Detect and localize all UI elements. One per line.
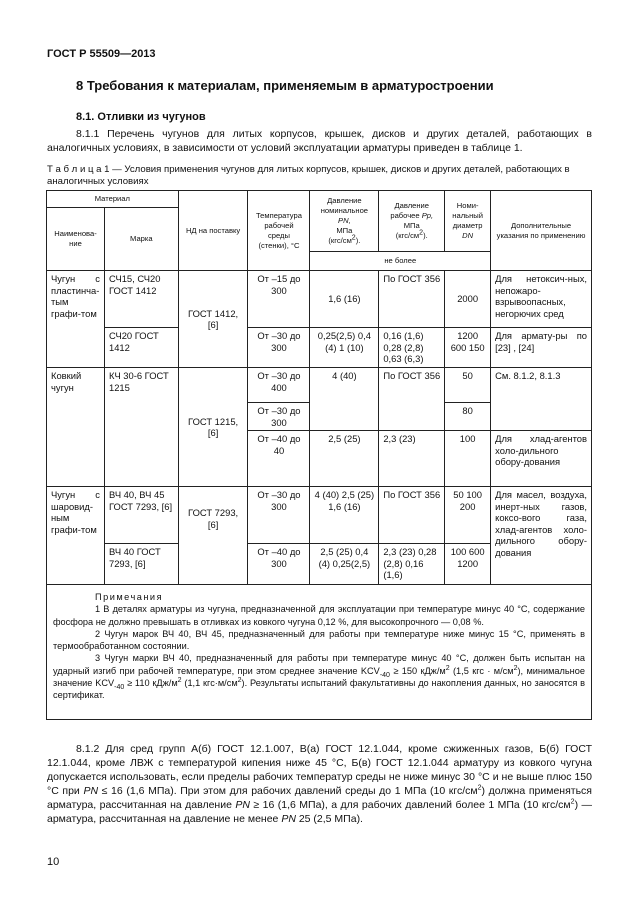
subsection-title: 8.1. Отливки из чугунов <box>76 111 206 123</box>
cell-note: Для нетоксич-ных, непожаро-взрывоопасных, негорючих сред <box>491 271 592 328</box>
cell-grade: ВЧ 40, ВЧ 45 ГОСТ 7293, [6] <box>104 487 178 544</box>
cell-pr: По ГОСТ 356 <box>379 368 445 431</box>
header-nominal-diameter: Номи-нальный диаметр DN <box>445 191 491 252</box>
header-not-more: не более <box>310 252 491 271</box>
note-1: 1 В деталях арматуры из чугуна, предназначенной для эксплуатации при температуре минус 40 °C, содержание фосфора не должно превышать в отливках из ковкого чугуна 0,12 %, для высокопрочного — 0,08 %. <box>53 604 585 627</box>
note-2: 2 Чугун марок ВЧ 40, ВЧ 45, предназначенный для работы при температуре ниже минус 15 °C, применять в термообработанном состоянии. <box>53 628 585 652</box>
cell-pn: 1,6 (16) <box>310 271 379 328</box>
cell-nd: ГОСТ 7293, [6] <box>178 487 248 585</box>
cell-temp: От –40 до 40 <box>248 431 310 487</box>
standard-number: ГОСТ Р 55509—2013 <box>47 48 156 60</box>
cell-pr: По ГОСТ 356 <box>379 487 445 544</box>
cell-name: Ковкий чугун <box>47 368 105 487</box>
cell-pn: 2,5 (25) 0,4 (4) 0,25(2,5) <box>310 544 379 585</box>
cell-pr: По ГОСТ 356 <box>379 271 445 328</box>
table-row <box>47 487 592 544</box>
table-notes-row <box>47 585 592 720</box>
cell-pr: 2,3 (23) 0,28 (2,8) 0,16 (1,6) <box>379 544 445 585</box>
table-notes <box>47 585 592 720</box>
cell-note: Для хлад-агентов холо-дильного обору-дования <box>491 431 592 487</box>
note-3: 3 Чугун марки ВЧ 40, предназначенный для работы при температуре минус 40 °C, должен быть испытан на ударный изгиб при рабочей температуре, при этом среднее значение $KCV_{-40} \ge 150$ кДж/$м^2$ (1,5 кгс · $м/см^2$), минимальное значение $KCV_{-40} \ge 110$ кДж/$м^2$ (1,1 $кгс\cdot м/см^2$). Результаты испытаний факультативны до накопления данных, но заносятся в сертификат. <box>53 653 585 701</box>
cell-temp: От –30 до 300 <box>248 403 310 431</box>
cell-temp: От –40 до 300 <box>248 544 310 585</box>
notes-title: Примечания <box>95 592 164 602</box>
cell-pn: 4 (40) 2,5 (25) 1,6 (16) <box>310 487 379 544</box>
section-title: 8 Требования к материалам, применяемым в арматуростроении <box>76 78 494 93</box>
cell-dn: 2000 <box>445 271 491 328</box>
cell-note: См. 8.1.2, 8.1.3 <box>491 368 592 431</box>
table-row <box>47 271 592 328</box>
header-grade: Марка <box>104 208 178 271</box>
header-name: Наименова-ние <box>47 208 105 271</box>
table-caption-text: Условия применения чугунов для литых корпусов, крышек, дисков и других деталей, работающих в аналогичных условиях <box>47 164 570 187</box>
cell-note: Для масел, воздуха, инерт-ных газов, коксо-вого газа, хлад-агентов холо-дильного обору-дования <box>491 487 592 585</box>
cell-dn: 80 <box>445 403 491 431</box>
header-temperature: Температура рабочей среды (стенки), °C <box>248 191 310 271</box>
header-working-pressure: Давление рабочее Pp, МПа $(кгс/см^2)$. <box>379 191 445 252</box>
cell-grade: СЧ15, СЧ20 ГОСТ 1412 <box>104 271 178 328</box>
cell-dn: 100 <box>445 431 491 487</box>
cell-pr: 2,3 (23) <box>379 431 445 487</box>
cell-temp: От –30 до 400 <box>248 368 310 403</box>
cell-grade: КЧ 30-6 ГОСТ 1215 <box>104 368 178 487</box>
page-number: 10 <box>47 856 60 868</box>
header-nominal-pressure: Давление номинальное PN, МПа $(кгс/см^2)$. <box>310 191 379 252</box>
paragraph-8-1-2: 8.1.2 Для сред групп А(б) ГОСТ 12.1.007, В(а) ГОСТ 12.1.044, кроме сжиженных газов, Б(б) ГОСТ 12.1.044, кроме ЛВЖ с температурой кипения ниже 45 °C, Б(в) ГОСТ 12.1.044 арматуру из ковкого чугуна допускается использовать, если пределы рабочих температур среды не ниже минус 30 °C и не выше плюс 150 °C при PN ≤ 16 (1,6 МПа). При этом для рабочих давлений среды до 1 МПа (10 кгс/$см^2$) должна применяться арматура, рассчитанная на давление PN ≥ 16 (1,6 МПа), а для рабочих давлений более 1 МПа (10 кгс/$см^2$) — арматура, рассчитанная на давление не менее PN 25 (2,5 МПа). <box>47 743 592 825</box>
cell-pn: 4 (40) <box>310 368 379 431</box>
materials-table <box>46 190 592 720</box>
header-nd: НД на поставку <box>178 191 248 271</box>
cell-temp: От –15 до 300 <box>248 271 310 328</box>
header-extra-notes: Дополнительные указания по применению <box>491 191 592 271</box>
cell-dn: 50 100 200 <box>445 487 491 544</box>
cell-pn: 2,5 (25) <box>310 431 379 487</box>
cell-note: Для армату-ры по [23] , [24] <box>491 328 592 368</box>
cell-grade: СЧ20 ГОСТ 1412 <box>104 328 178 368</box>
cell-nd: ГОСТ 1412, [6] <box>178 271 248 368</box>
cell-name: Чугун с шаровид-ным графи-том <box>47 487 105 585</box>
cell-temp: От –30 до 300 <box>248 487 310 544</box>
cell-grade: ВЧ 40 ГОСТ 7293, [6] <box>104 544 178 585</box>
table-row <box>47 368 592 403</box>
header-material: Материал <box>47 191 179 208</box>
cell-pr: 0,16 (1,6) 0,28 (2,8) 0,63 (6,3) <box>379 328 445 368</box>
cell-dn: 50 <box>445 368 491 403</box>
cell-pn: 0,25(2,5) 0,4 (4) 1 (10) <box>310 328 379 368</box>
table-caption-label: Т а б л и ц а 1 — <box>47 164 122 175</box>
paragraph-8-1-1: 8.1.1 Перечень чугунов для литых корпусов, крышек, дисков и других деталей, работающих в аналогичных условиях, в зависимости от условий эксплуатации арматуры приведен в таблице 1. <box>47 128 592 154</box>
cell-nd: ГОСТ 1215, [6] <box>178 368 248 487</box>
cell-name: Чугун с пластинча-тым графи-том <box>47 271 105 368</box>
cell-temp: От –30 до 300 <box>248 328 310 368</box>
cell-dn: 100 600 1200 <box>445 544 491 585</box>
table-row <box>47 328 592 368</box>
cell-dn: 1200 600 150 <box>445 328 491 368</box>
table-caption <box>47 164 592 188</box>
